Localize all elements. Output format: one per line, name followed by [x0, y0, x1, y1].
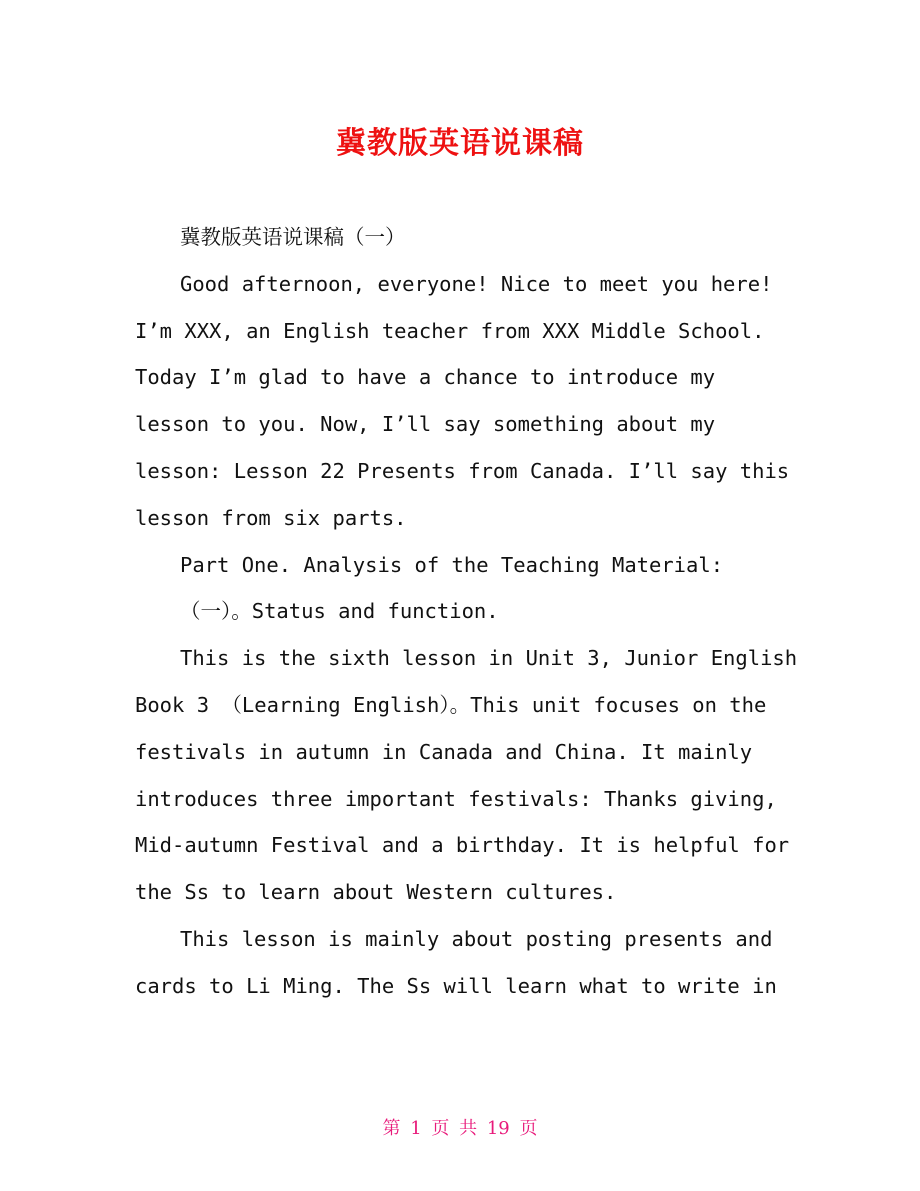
body-line: lesson from six parts.	[135, 505, 407, 530]
body-line: festivals in autumn in Canada and China. It mainly	[135, 739, 753, 764]
body-line: This lesson is mainly about posting presents and	[180, 926, 773, 951]
body-line: Part One. Analysis of the Teaching Material:	[180, 552, 724, 577]
page-footer: 第 1 页 共 19 页	[382, 1118, 538, 1139]
document-body	[135, 214, 798, 1010]
body-line: Book 3 （Learning English）。This unit focuses on the	[135, 692, 767, 717]
body-line: cards to Li Ming. The Ss will learn what to write in	[135, 973, 777, 998]
body-line: （一）。Status and function.	[180, 599, 499, 624]
body-line: introduces three important festivals: Thanks giving,	[135, 786, 777, 811]
body-line: Mid-autumn Festival and a birthday. It is helpful for	[135, 833, 790, 858]
body-line: lesson: Lesson 22 Presents from Canada. I’ll say this	[135, 458, 790, 483]
body-line: lesson to you. Now, I’ll say something about my	[135, 412, 716, 437]
document-title: 冀教版英语说课稿	[336, 126, 584, 161]
body-line: the Ss to learn about Western cultures.	[135, 880, 617, 905]
body-line: Today I’m glad to have a chance to introduce my	[135, 365, 716, 390]
body-line: 冀教版英语说课稿（一）	[180, 225, 406, 249]
body-line: I’m XXX, an English teacher from XXX Middle School.	[135, 318, 765, 343]
body-line: Good afternoon, everyone! Nice to meet you here!	[180, 271, 773, 296]
body-line: This is the sixth lesson in Unit 3, Junior English	[180, 646, 798, 671]
